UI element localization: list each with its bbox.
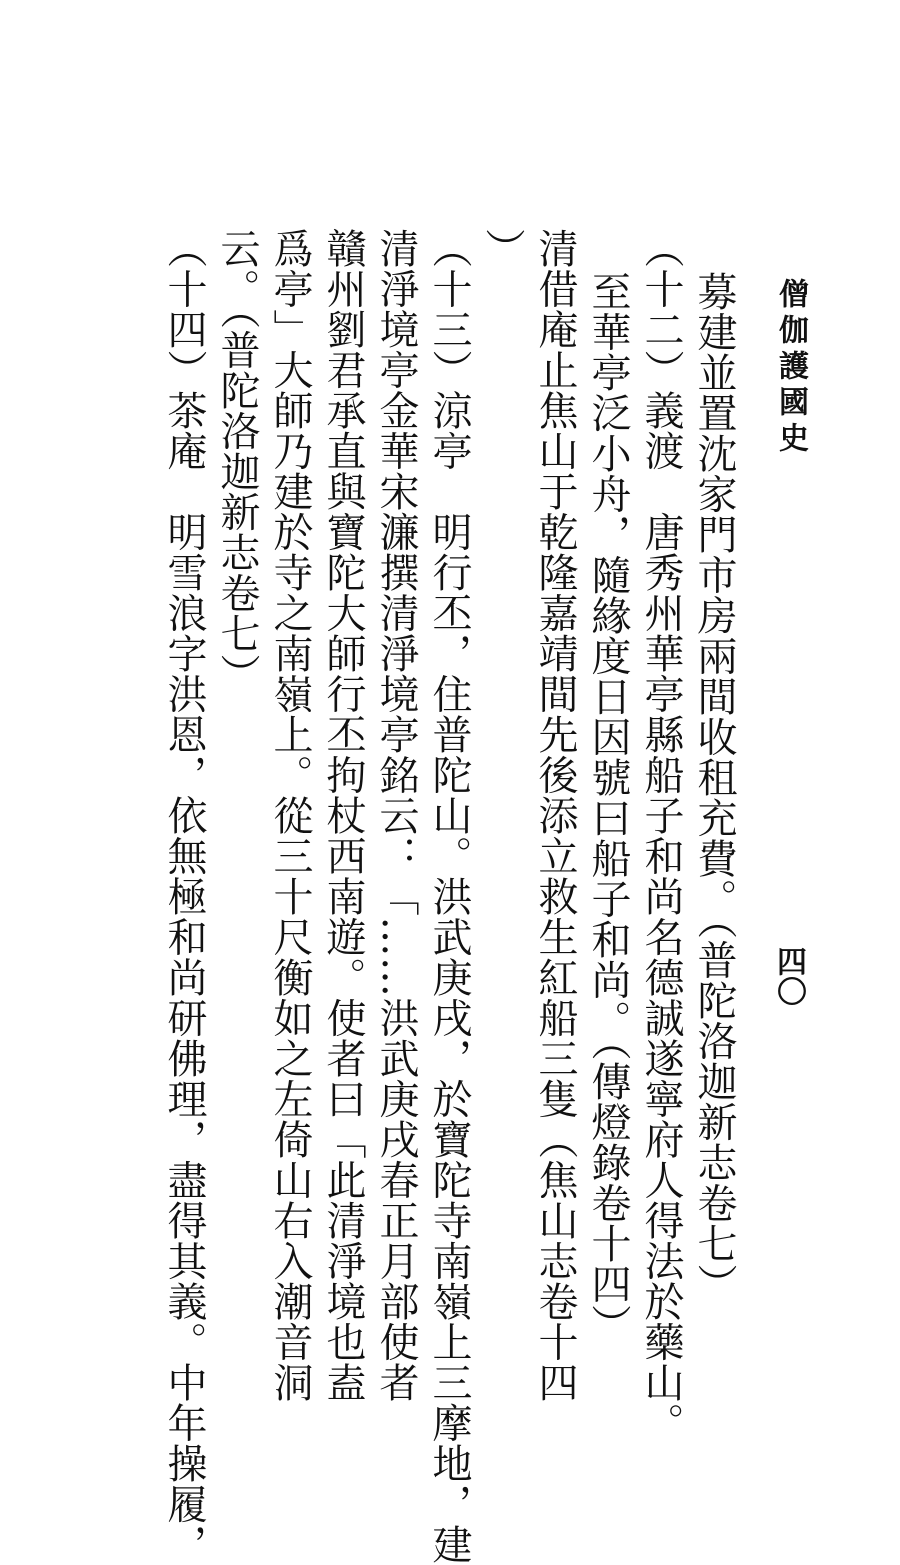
text-column: （十三）涼亭 明行丕，住普陀山。洪武庚戌，於寶陀寺南嶺上三摩地，建 — [426, 228, 472, 1565]
text-column: 清借庵止焦山于乾隆嘉靖間先後添立救生紅船三隻（焦山志卷十四 — [532, 228, 578, 1403]
text-column: ） — [479, 228, 525, 269]
text-column: 至華亭泛小舟，隨緣度日因號曰船子和尚。（傳燈錄卷十四） — [585, 271, 631, 1345]
text-column: 清淨境亭金華宋濂撰清淨境亭銘云：「……洪武庚戌春正月部使者 — [373, 228, 419, 1403]
book-title-header: 僧伽護國史 — [773, 278, 808, 458]
text-column: 贛州劉君承直與寶陀大師行丕拘杖西南遊。使者曰「此清淨境也盍 — [320, 228, 366, 1403]
page-number: 四〇 — [771, 946, 806, 1006]
text-column: 募建並置沈家門市房兩間收租充費。（普陀洛迦新志卷七） — [691, 271, 737, 1304]
text-column: 爲亭」大師乃建於寺之南嶺上。從三十尺衡如之左倚山右入潮音洞 — [267, 228, 313, 1403]
text-column: （十二）義渡 唐秀州華亭縣船子和尚名德誠遂寧府人得法於藥山。 — [638, 228, 684, 1443]
text-column: 云。（普陀洛迦新志卷七） — [214, 228, 260, 694]
body-text — [80, 228, 740, 1565]
text-column: （十四）茶庵 明雪浪字洪恩，依無極和尚研佛理，盡得其義。中年操履， — [161, 228, 207, 1565]
